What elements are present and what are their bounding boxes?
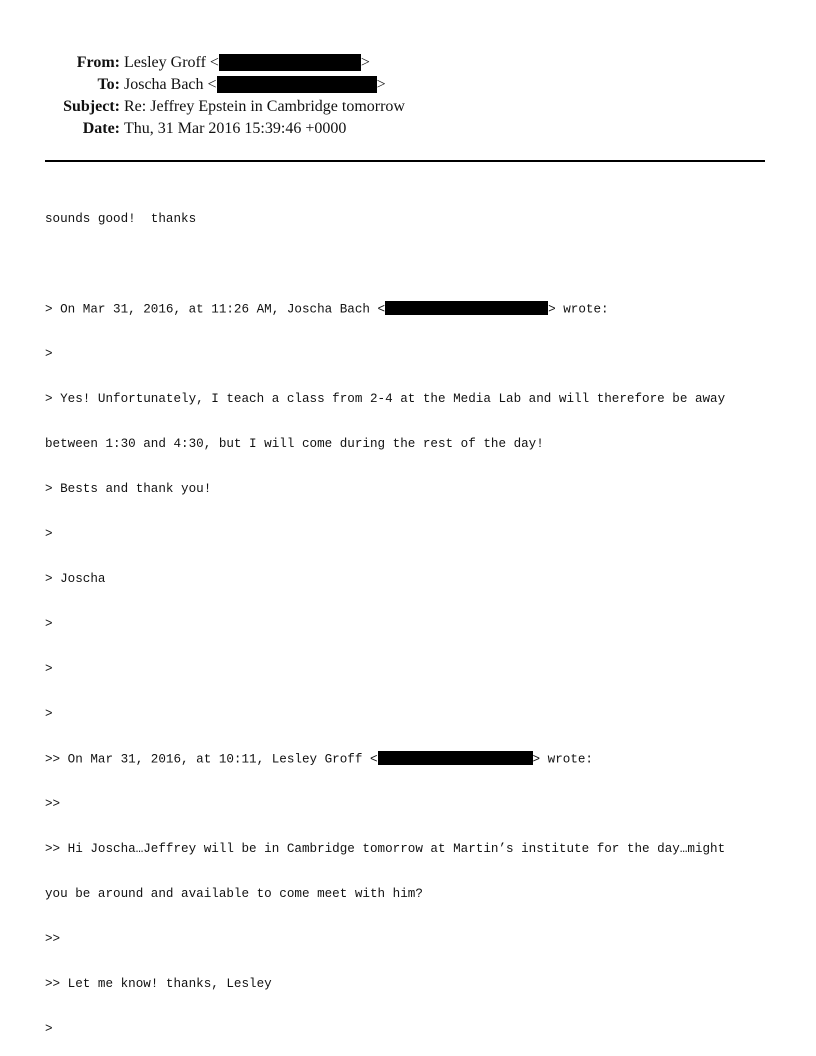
quote-header-line bbox=[45, 302, 770, 317]
quote-line: > Joscha bbox=[45, 572, 106, 586]
nested-quote-header-line bbox=[45, 752, 770, 767]
reply-line: sounds good! thanks bbox=[45, 212, 197, 226]
redacted-email bbox=[378, 751, 533, 765]
to-value bbox=[124, 74, 386, 96]
from-label: From: bbox=[76, 54, 120, 71]
quote-line: > Bests and thank you! bbox=[45, 482, 212, 496]
to-label: To: bbox=[97, 76, 120, 93]
nested-quote-header-end: > wrote: bbox=[532, 752, 593, 767]
to-row bbox=[0, 74, 816, 96]
subject-value: Re: Jeffrey Epstein in Cambridge tomorrow bbox=[124, 98, 405, 115]
to-name: Joscha Bach < bbox=[124, 76, 217, 93]
to-close: > bbox=[376, 76, 386, 93]
date-row bbox=[0, 118, 816, 140]
quote-line: > Yes! Unfortunately, I teach a class from 2-4 at the Media Lab and will therefore be away bbox=[45, 392, 726, 406]
from-value bbox=[124, 52, 370, 74]
quote-line: between 1:30 and 4:30, but I will come during the rest of the day! bbox=[45, 437, 544, 451]
date-value: Thu, 31 Mar 2016 15:39:46 +0000 bbox=[124, 120, 347, 137]
quote-line: > bbox=[45, 1022, 53, 1036]
date-label: Date: bbox=[82, 120, 120, 137]
quote-line: > bbox=[45, 347, 53, 361]
from-row bbox=[0, 52, 816, 74]
email-body bbox=[45, 182, 770, 1052]
quote-header-end: > wrote: bbox=[548, 302, 609, 317]
from-close: > bbox=[360, 54, 370, 71]
nested-quote-line: >> bbox=[45, 932, 61, 946]
from-name: Lesley Groff < bbox=[124, 54, 219, 71]
quote-line: > bbox=[45, 617, 53, 631]
redacted-from-email bbox=[219, 54, 361, 71]
nested-quote-header-text: >> On Mar 31, 2016, at 10:11, Lesley Groff < bbox=[45, 752, 378, 767]
nested-quote-line: you be around and available to come meet with him? bbox=[45, 887, 423, 901]
email-header bbox=[0, 52, 816, 140]
quote-header-text: > On Mar 31, 2016, at 11:26 AM, Joscha Bach < bbox=[45, 302, 386, 317]
nested-quote-line: >> Hi Joscha…Jeffrey will be in Cambridge tomorrow at Martin’s institute for the day…might bbox=[45, 842, 726, 856]
redacted-email bbox=[385, 301, 548, 315]
quote-line: > bbox=[45, 707, 53, 721]
subject-label: Subject: bbox=[63, 98, 120, 115]
nested-quote-line: >> bbox=[45, 797, 61, 811]
quote-line: > bbox=[45, 662, 53, 676]
subject-row bbox=[0, 96, 816, 118]
redacted-to-email bbox=[217, 76, 377, 93]
blank-line bbox=[45, 257, 770, 272]
header-divider bbox=[45, 160, 765, 162]
nested-quote-line: >> Let me know! thanks, Lesley bbox=[45, 977, 272, 991]
quote-line: > bbox=[45, 527, 53, 541]
